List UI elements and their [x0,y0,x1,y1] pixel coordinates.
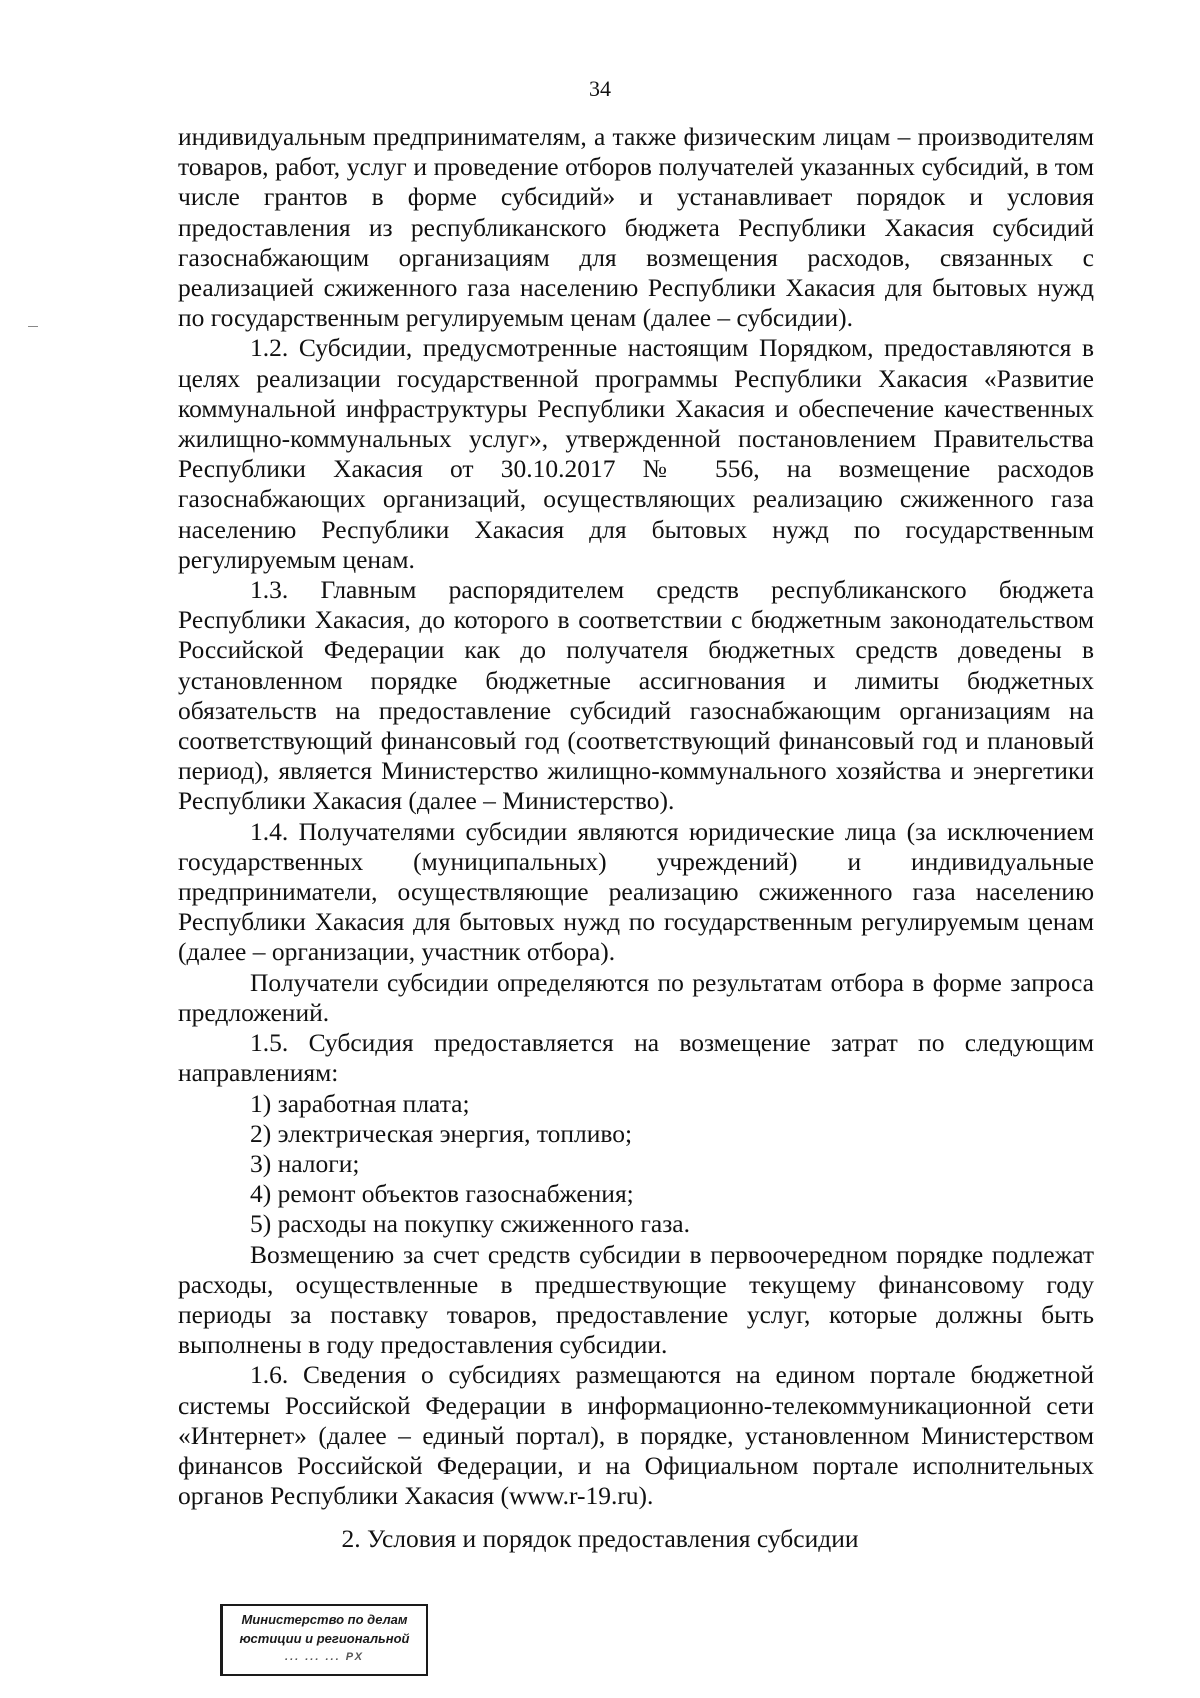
list-item: 1) заработная плата; [250,1088,470,1118]
stamp-line: ... ... ... РХ [285,1651,364,1663]
paragraph-continuation: индивидуальным предпринимателям, а также физическим лицам – производителям товаров, работ, услуг и проведение отборов получателей указанных субсидий, в том числе грантов в форме субсидий» и устанавливает порядок и условия предоставления из республиканского бюджета Республики Хакасия субсидий газоснабжающим организациям для возмещения расходов, связанных с реализацией сжиженного газа населению Республики Хакасия для бытовых нужд по государственным регулируемым ценам (далее – субсидии). [178,122,1094,333]
list-item: 4) ремонт объектов газоснабжения; [250,1179,634,1209]
list-item: 3) налоги; [250,1148,360,1178]
section-heading: 2. Условия и порядок предоставления субсидии [341,1524,859,1553]
paragraph-1-2: 1.2. Субсидии, предусмотренные настоящим Порядком, предоставляются в целях реализации государственной программы Республики Хакасия «Развитие коммунальной инфраструктуры Республики Хакасия и обеспечение качественных жилищно-коммунальных услуг», утвержденной постановлением Правительства Республики Хакасия от 30.10.2017 № 556, на возмещение расходов газоснабжающих организаций, осуществляющих реализацию сжиженного газа населению Республики Хакасия для бытовых нужд по государственным регулируемым ценам. [178,333,1094,574]
registration-stamp [220,1604,428,1676]
paragraph-1-5: 1.5. Субсидия предоставляется на возмещение затрат по следующим направлениям: [178,1028,1094,1088]
page-number: 34 [589,76,611,101]
scan-margin-mark [28,326,38,327]
paragraph-recipients: Получатели субсидии определяются по результатам отбора в форме запроса предложений. [178,967,1094,1027]
stamp-line: юстиции и региональной [239,1631,410,1646]
paragraph-reimbursement: Возмещению за счет средств субсидии в первоочередном порядке подлежат расходы, осуществленные в предшествующие текущему финансовому году периоды за поставку товаров, предоставление услуг, которые должны быть выполнены в году предоставления субсидии. [178,1239,1094,1360]
paragraph-1-6: 1.6. Сведения о субсидиях размещаются на едином портале бюджетной системы Российской Федерации в информационно-телекоммуникационной сети «Интернет» (далее – единый портал), в порядке, установленном Министерством финансов Российской Федерации, и на Официальном портале исполнительных органов Республики Хакасия (www.r-19.ru). [178,1360,1094,1511]
document-body [178,122,1094,1511]
list-item: 5) расходы на покупку сжиженного газа. [250,1209,690,1239]
list-item: 2) электрическая энергия, топливо; [250,1118,633,1148]
paragraph-1-4: 1.4. Получателями субсидии являются юридические лица (за исключением государственных (муниципальных) учреждений) и индивидуальные предприниматели, осуществляющие реализацию сжиженного газа населению Республики Хакасия для бытовых нужд по государственным регулируемым ценам (далее – организации, участник отбора). [178,816,1094,967]
stamp-line: Министерство по делам [241,1612,408,1627]
paragraph-1-3: 1.3. Главным распорядителем средств республиканского бюджета Республики Хакасия, до которого в соответствии с бюджетным законодательством Российской Федерации как до получателя бюджетных средств доведены в установленном порядке бюджетные ассигнования и лимиты бюджетных обязательств на предоставление субсидий газоснабжающим организациям на соответствующий финансовый год (соответствующий финансовый год и плановый период), является Министерство жилищно-коммунального хозяйства и энергетики Республики Хакасия (далее – Министерство). [178,575,1094,816]
